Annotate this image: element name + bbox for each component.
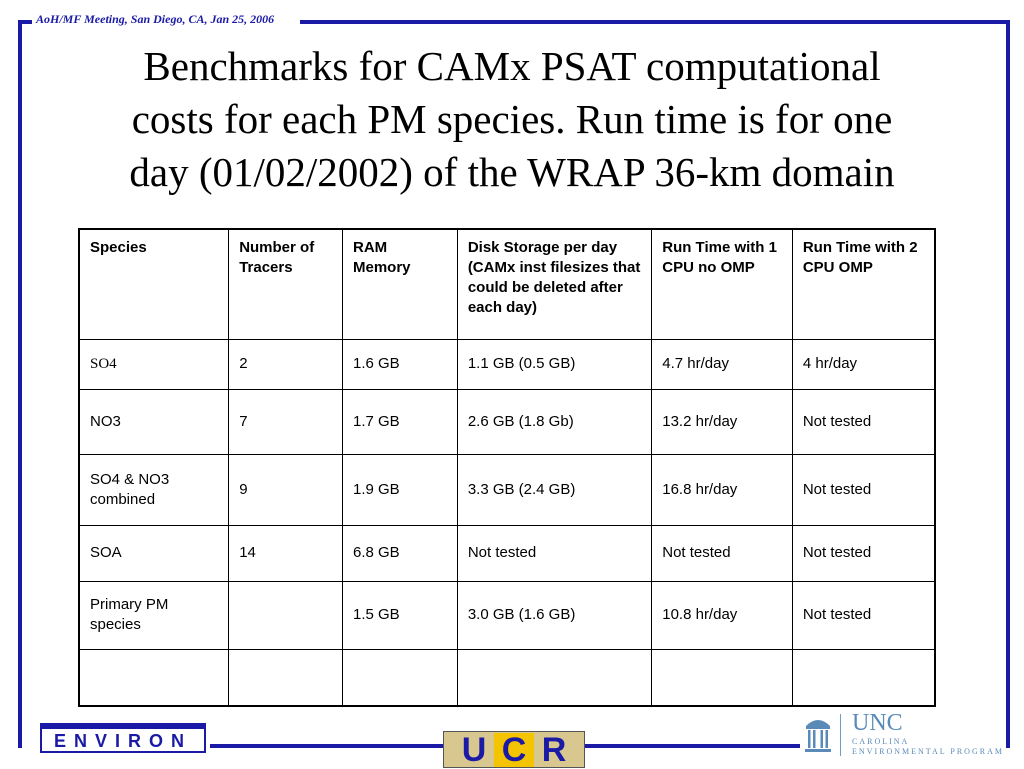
table-cell: 1.9 GB xyxy=(343,454,458,525)
table-cell: Not tested xyxy=(792,581,935,649)
environ-logo-bar xyxy=(42,725,204,729)
table-cell: SO4 & NO3 combined xyxy=(79,454,229,525)
table-cell xyxy=(79,649,229,706)
table-cell xyxy=(792,649,935,706)
table-cell: Not tested xyxy=(792,454,935,525)
meeting-header: AoH/MF Meeting, San Diego, CA, Jan 25, 2006 xyxy=(36,12,275,26)
table-cell: SOA xyxy=(79,525,229,581)
table-cell: Not tested xyxy=(457,525,651,581)
ucr-logo xyxy=(443,731,585,768)
title-line: costs for each PM species. Run time is for one xyxy=(131,96,893,142)
table-cell xyxy=(652,649,793,706)
table-cell: 6.8 GB xyxy=(343,525,458,581)
header-cell: Disk Storage per day (CAMx inst filesizes that could be deleted after each day) xyxy=(457,229,651,339)
header-cell: Number of Tracers xyxy=(229,229,343,339)
table-cell: Primary PM species xyxy=(79,581,229,649)
table-cell xyxy=(457,649,651,706)
header-cell: RAM Memory xyxy=(343,229,458,339)
ucr-letter: U xyxy=(461,730,487,769)
table-row xyxy=(79,581,935,649)
table-cell: 2 xyxy=(229,339,343,389)
table-cell xyxy=(343,649,458,706)
table-cell: 2.6 GB (1.8 Gb) xyxy=(457,389,651,454)
ucr-letter: R xyxy=(541,730,567,769)
table-cell: 10.8 hr/day xyxy=(652,581,793,649)
table-cell: 4 hr/day xyxy=(792,339,935,389)
title-line: Benchmarks for CAMx PSAT computational xyxy=(143,43,881,89)
table-cell: SO4 xyxy=(79,339,229,389)
table-cell xyxy=(229,649,343,706)
table-cell: 16.8 hr/day xyxy=(652,454,793,525)
unc-logo xyxy=(800,710,1010,760)
table-cell: 1.1 GB (0.5 GB) xyxy=(457,339,651,389)
unc-logo-subtitle: CAROLINA xyxy=(852,737,910,746)
table-cell: Not tested xyxy=(792,525,935,581)
table-row xyxy=(79,339,935,389)
environ-logo-text: ENVIRON xyxy=(53,731,192,751)
table-cell: Not tested xyxy=(652,525,793,581)
table-cell: 13.2 hr/day xyxy=(652,389,793,454)
table-cell: 1.5 GB xyxy=(343,581,458,649)
table-header-row xyxy=(79,229,935,339)
title-line: day (01/02/2002) of the WRAP 36-km domain xyxy=(129,149,895,195)
unc-logo-subtitle: ENVIRONMENTAL PROGRAM xyxy=(852,747,1004,756)
table-cell: 4.7 hr/day xyxy=(652,339,793,389)
ucr-letter: C xyxy=(494,733,534,767)
environ-logo xyxy=(40,723,206,753)
table-cell: 1.6 GB xyxy=(343,339,458,389)
benchmark-table xyxy=(78,228,936,707)
table-cell: 7 xyxy=(229,389,343,454)
table-row xyxy=(79,389,935,454)
table-cell: 3.3 GB (2.4 GB) xyxy=(457,454,651,525)
table-cell xyxy=(229,581,343,649)
frame-left-border xyxy=(18,20,22,748)
header-cell: Run Time with 2 CPU OMP xyxy=(792,229,935,339)
table-cell: 3.0 GB (1.6 GB) xyxy=(457,581,651,649)
table-cell: 9 xyxy=(229,454,343,525)
frame-top-border xyxy=(300,20,1010,24)
frame-right-border xyxy=(1006,20,1010,748)
header-cell: Run Time with 1 CPU no OMP xyxy=(652,229,793,339)
header-cell: Species xyxy=(79,229,229,339)
unc-logo-divider xyxy=(840,714,841,756)
table-cell: Not tested xyxy=(792,389,935,454)
slide-title xyxy=(40,40,984,199)
table-row xyxy=(79,525,935,581)
table-row xyxy=(79,649,935,706)
table-cell: 1.7 GB xyxy=(343,389,458,454)
old-well-icon xyxy=(804,714,832,754)
table-row xyxy=(79,454,935,525)
table-cell: NO3 xyxy=(79,389,229,454)
unc-logo-name: UNC xyxy=(852,710,903,736)
table-cell: 14 xyxy=(229,525,343,581)
